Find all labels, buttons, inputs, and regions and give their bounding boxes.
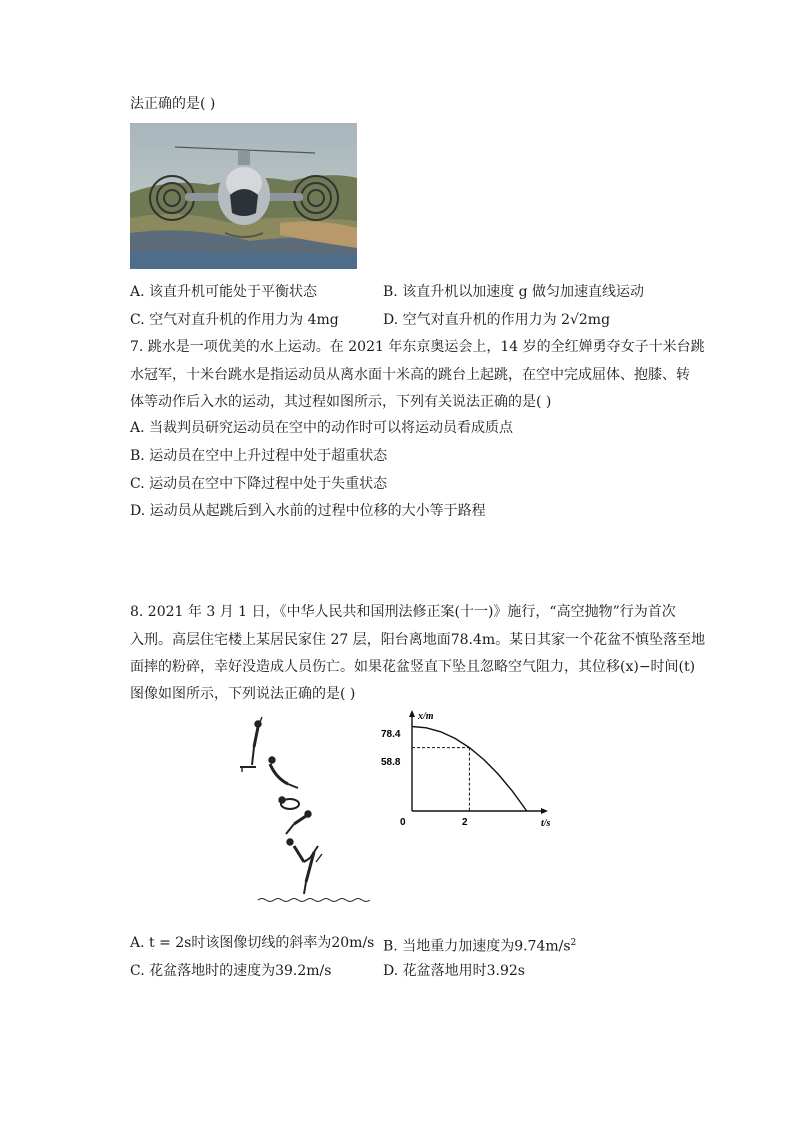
q7-stem-line-3: 体等动作后入水的运动，其过程如图所示，下列有关说法正确的是( ) — [130, 394, 552, 410]
q8-option-c[interactable]: C. 花盆落地时的速度为39.2m/s — [130, 963, 332, 979]
q7-stem-line-2: 水冠军，十米台跳水是指运动员从离水面十米高的跳台上起跳，在空中完成屈体、抱膝、转 — [130, 367, 690, 383]
q8-option-b[interactable] — [383, 934, 576, 956]
q7-option-a[interactable]: A. 当裁判员研究运动员在空中的动作时可以将运动员看成质点 — [130, 420, 514, 436]
helicopter-illustration — [130, 123, 357, 269]
q8-stem-line-1: 8. 2021 年 3 月 1 日，《中华人民共和国刑法修正案(十一)》施行，“高空抛物”行为首次 — [130, 604, 676, 620]
q8-stem-line-2: 入刑。高层住宅楼上某居民家住 27 层，阳台离地面78.4m。某日其家一个花盆不慎坠落至地 — [130, 632, 706, 648]
q8-option-a[interactable]: A. t = 2s时该图像切线的斜率为20m/s — [130, 935, 375, 951]
helicopter-photo — [130, 123, 357, 269]
diver-sequence-illustration — [232, 712, 380, 908]
x-t-chart — [381, 708, 562, 832]
q7-option-c[interactable]: C. 运动员在空中下降过程中处于失重状态 — [130, 476, 388, 492]
x-axis-arrow — [541, 808, 548, 814]
q6-option-a[interactable]: A. 该直升机可能处于平衡状态 — [130, 284, 318, 300]
q6-option-b[interactable]: B. 该直升机以加速度 g 做匀加速直线运动 — [383, 284, 645, 300]
q6-stem-tail: 法正确的是( ) — [130, 96, 216, 112]
q8-option-b-exponent: 2 — [570, 938, 577, 948]
q6-option-d[interactable]: D. 空气对直升机的作用力为 2√2mg — [383, 312, 611, 328]
q7-stem-line-1: 7. 跳水是一项优美的水上运动。在 2021 年东京奥运会上，14 岁的全红婵勇夺女子十米台跳 — [130, 339, 705, 355]
x-tick-label-origin: 0 — [400, 817, 406, 828]
y-axis-arrow — [409, 710, 415, 717]
q7-option-b[interactable]: B. 运动员在空中上升过程中处于超重状态 — [130, 448, 388, 464]
x-tick-label-2: 2 — [462, 817, 468, 828]
q7-option-d[interactable]: D. 运动员从起跳后到入水前的过程中位移的大小等于路程 — [130, 503, 486, 519]
y-tick-label-top: 78.4 — [381, 729, 401, 740]
diver-sequence-figure — [232, 712, 380, 908]
q8-option-b-text: B. 当地重力加速度为9.74m/s — [383, 938, 571, 955]
q6-option-c[interactable]: C. 空气对直升机的作用力为 4mg — [130, 312, 339, 328]
y-axis-label: x/m — [418, 711, 434, 722]
x-axis-label: t/s — [541, 818, 551, 829]
q8-stem-line-3: 面摔的粉碎，幸好没造成人员伤亡。如果花盆竖直下坠且忽略空气阻力，其位移(x)−时间(t) — [130, 659, 696, 675]
q8-option-d[interactable]: D. 花盆落地用时3.92s — [383, 963, 525, 979]
x-t-graph — [381, 708, 562, 832]
y-tick-label-mid: 58.8 — [381, 757, 401, 768]
q8-stem-line-4: 图像如图所示，下列说法正确的是( ) — [130, 686, 356, 702]
